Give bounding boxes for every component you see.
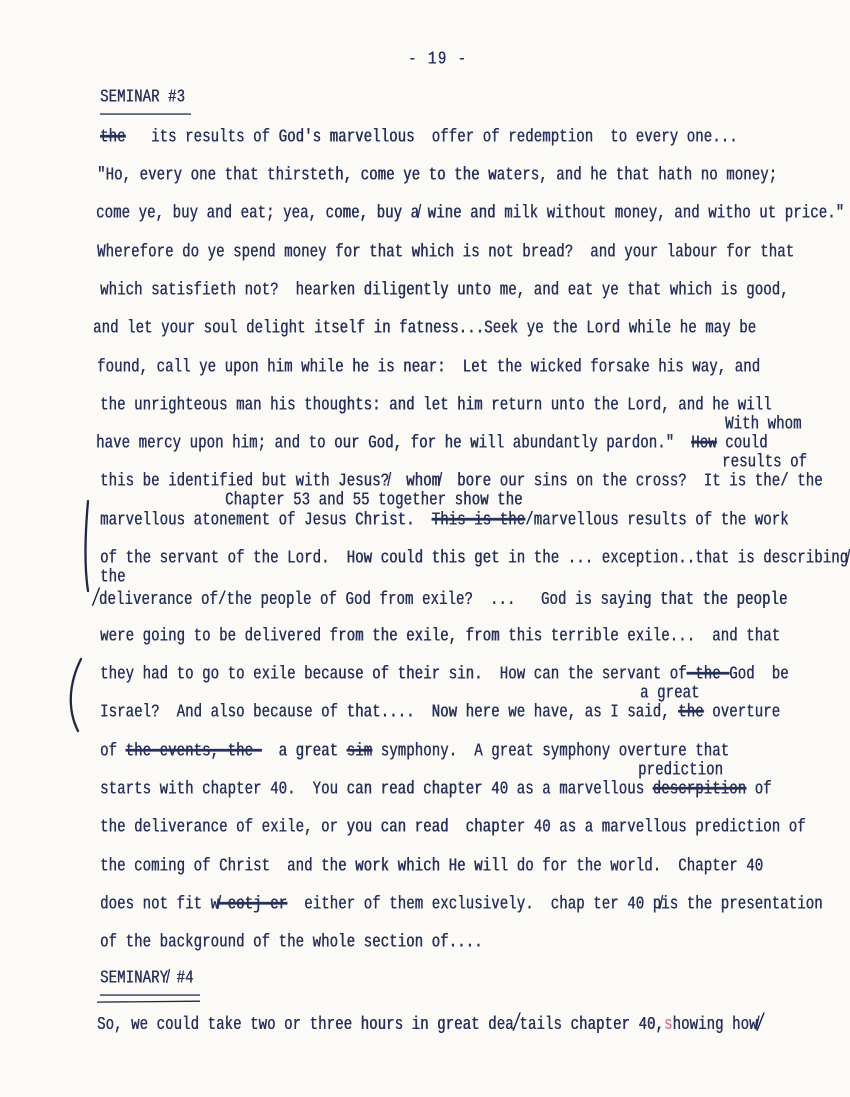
text-segment: w̸	[748, 1014, 758, 1036]
typed-correction: s	[663, 1014, 673, 1036]
text-line	[100, 127, 738, 149]
section-heading	[100, 87, 191, 115]
text-segment: marvellous atonement of Jesus Christ.	[100, 510, 432, 532]
struck-text: the	[686, 664, 730, 686]
text-line	[100, 894, 823, 916]
margin-mark-line-1	[85, 501, 88, 591]
text-segment: which satisfieth not? hearken diligently unto me, and eat ye that which is good,	[100, 280, 789, 302]
text-segment: results of	[722, 452, 808, 474]
text-segment: found, call ye upon him while he is near: Let the wicked forsake his way, and	[97, 357, 761, 379]
text-segment: Israel? And also because of that.... Now here we have, as I said,	[100, 702, 679, 724]
struck-text: How	[691, 433, 717, 455]
text-segment: does not fit	[100, 894, 211, 916]
struck-text: -eotj-er	[219, 894, 288, 916]
text-line	[93, 318, 756, 340]
text-segment: God be	[729, 664, 789, 686]
text-segment: of the servant of the Lord. How could this get in the ... exception..that is describing̸	[100, 548, 849, 570]
text-line	[100, 510, 789, 532]
text-segment: and let your soul delight itself in fatness...Seek ye the Lord while he may be	[93, 318, 757, 340]
text-segment: w̸	[210, 894, 220, 916]
text-line	[97, 357, 760, 379]
text-segment: - 19 -	[408, 49, 468, 71]
text-line	[100, 548, 848, 570]
text-segment: the unrighteous man his thoughts: and let him return unto the Lord, and he will	[100, 395, 772, 417]
text-segment: come ye, buy and eat; yea, come, buy a̸ wine and milk without money, and witho ut price."	[96, 203, 845, 225]
text-segment: deliverance of/the people of God from exile? ... God is saying that the people	[98, 589, 788, 611]
text-line	[100, 856, 763, 878]
text-segment: of	[100, 741, 126, 763]
text-segment: SEMINAR #3	[100, 87, 186, 109]
text-line	[96, 203, 844, 225]
text-line	[97, 1009, 764, 1037]
text-segment: tails chapter 40,	[519, 1014, 664, 1036]
struck-text: the events, the-	[125, 741, 262, 763]
text-segment: "Ho, every one that thirsteth, come ye to the waters, and he that hath no money;	[97, 165, 778, 187]
text-segment: the	[100, 567, 126, 589]
text-segment: starts with chapter 40. You can read chapter 40 as a marvellous	[100, 779, 653, 801]
text-segment: could	[716, 433, 768, 455]
struck-text: descrpition	[652, 779, 747, 801]
text-segment: prediction	[638, 760, 724, 782]
text-segment: Chapter 53 and 55 together show the	[225, 490, 523, 512]
struck-text: the	[678, 702, 704, 724]
page-number	[408, 49, 467, 71]
struck-text: This is the	[431, 510, 526, 532]
text-segment: symphony. A great symphony overture that	[372, 741, 730, 763]
text-segment: /marvellous results of the work	[525, 510, 789, 532]
text-segment: its results of God's marvellous offer of redemption to every one...	[125, 127, 738, 149]
text-segment: howing ho	[672, 1014, 749, 1036]
text-line	[100, 702, 780, 724]
text-segment: a great	[261, 741, 347, 763]
text-line	[97, 242, 794, 264]
text-line	[93, 584, 788, 612]
text-segment: With whom	[725, 414, 802, 436]
margin-mark-line-2	[71, 659, 81, 731]
handwritten-mark: /	[757, 1009, 764, 1036]
text-line	[100, 741, 729, 763]
handwritten-mark: /	[513, 1009, 520, 1036]
struck-text: the	[100, 127, 126, 149]
text-segment: were going to be delivered from the exile, from this terrible exile... and that	[100, 626, 781, 648]
text-segment: have mercy upon him; and to our God, for he will abundantly pardon."	[96, 433, 692, 455]
text-line	[100, 932, 483, 954]
text-segment: the deliverance of exile, or you can read chapter 40 as a marvellous prediction of	[100, 817, 806, 839]
text-segment: either of them exclusively. chap ter 40 p̸is the presentation	[287, 894, 823, 916]
text-line	[100, 817, 806, 839]
text-line	[96, 433, 768, 455]
text-segment: they had to go to exile because of their sin. How can the servant of	[100, 664, 687, 686]
text-segment: the coming of Christ and the work which He will do for the world. Chapter 40	[100, 856, 764, 878]
text-segment: SEMINARY̸ #4	[100, 968, 194, 990]
text-segment: So, we could take two or three hours in great dea	[97, 1014, 514, 1036]
text-segment: of	[746, 779, 772, 801]
text-segment: Wherefore do ye spend money for that which is not bread? and your labour for that	[97, 242, 795, 264]
text-segment: this be identified but with Jesus?̸ whom̸ bore our sins on the cross? It is the/ the	[100, 471, 823, 493]
text-line	[100, 779, 772, 801]
section-heading	[100, 968, 200, 996]
text-segment: overture	[703, 702, 781, 724]
text-segment: of the background of the whole section of....	[100, 932, 483, 954]
struck-text: sim	[346, 741, 373, 763]
handwritten-mark: /	[93, 584, 99, 611]
text-line	[97, 165, 777, 187]
text-segment: a great	[640, 683, 700, 705]
text-line	[100, 626, 780, 648]
text-line	[100, 395, 772, 417]
text-line	[100, 280, 789, 302]
